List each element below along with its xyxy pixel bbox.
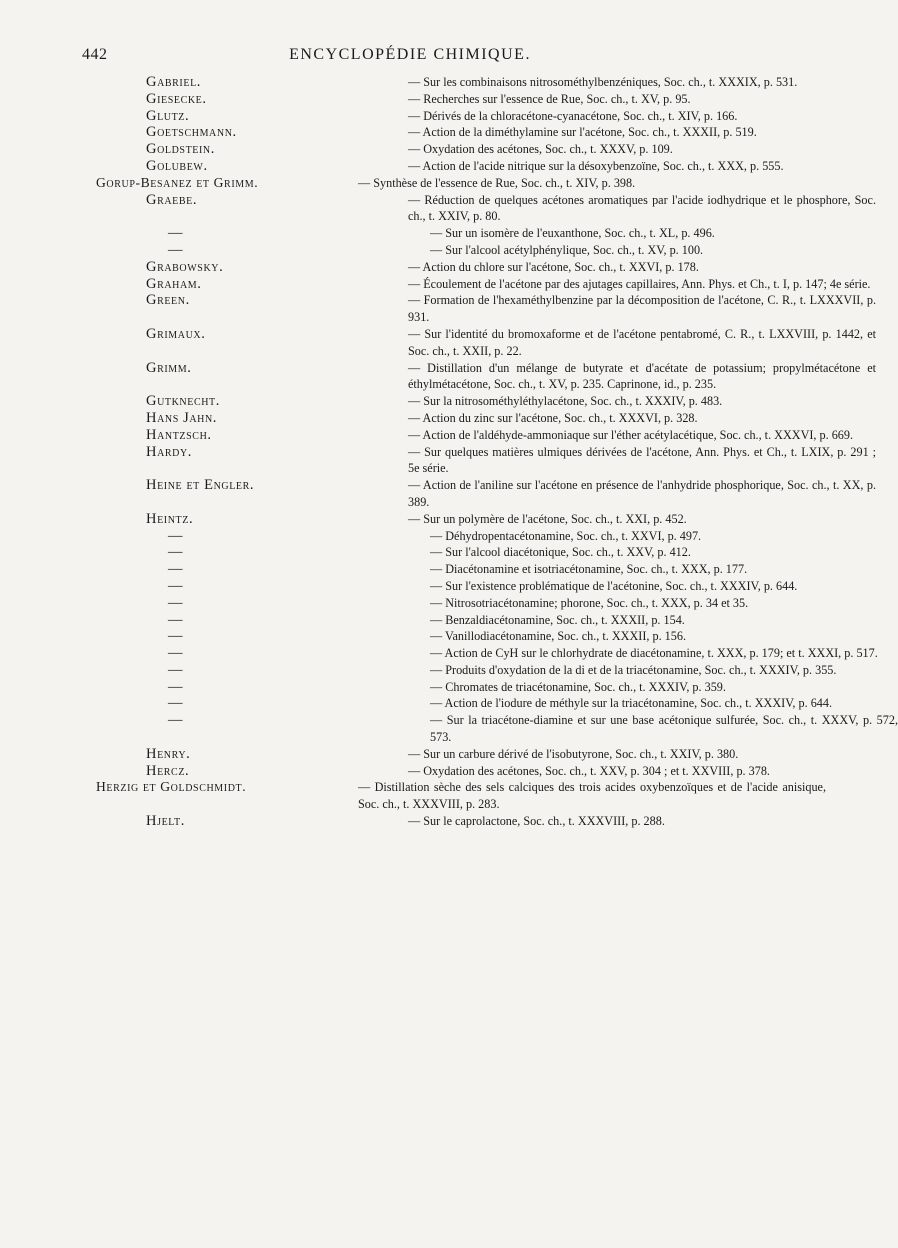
reference-text: — Sur un isomère de l'euxanthone, Soc. ch., t. XL, p. 496. <box>430 226 715 241</box>
author-name: Hercz. <box>146 762 190 779</box>
reference-text: — Déhydropentacétonamine, Soc. ch., t. XXVI, p. 497. <box>430 528 702 543</box>
author-name: Green. <box>146 292 190 309</box>
author-name: — <box>168 544 184 561</box>
running-title: ENCYCLOPÉDIE CHIMIQUE. <box>289 46 531 63</box>
author-name: Hardy. <box>146 443 193 460</box>
reference-text: — Vanillodiacétonamine, Soc. ch., t. XXXII, p. 156. <box>430 629 687 644</box>
author-name: Hjelt. <box>146 813 185 830</box>
author-name: — <box>168 594 184 611</box>
bibliography-entry <box>0 511 800 528</box>
author-name: Gutknecht. <box>146 393 220 410</box>
reference-text: — Synthèse de l'essence de Rue, Soc. ch., t. XIV, p. 398. <box>358 175 636 190</box>
reference-text: — Sur un carbure dérivé de l'isobutyrone, Soc. ch., t. XXIV, p. 380. <box>408 746 739 761</box>
bibliography-entry <box>0 712 898 746</box>
reference-text: — Benzaldiacétonamine, Soc. ch., t. XXXII, p. 154. <box>430 612 685 627</box>
reference-text: — Action de l'aniline sur l'acétone en présence de l'anhydride phosphorique, Soc. ch., t. XX, p. 389. <box>408 478 876 509</box>
reference-text: — Sur les combinaisons nitrosométhylbenzéniques, Soc. ch., t. XXXIX, p. 531. <box>408 75 798 89</box>
bibliography-entry <box>0 141 800 158</box>
bibliography-entry <box>0 74 800 91</box>
reference-text: — Action de l'iodure de méthyle sur la triacétonamine, Soc. ch., t. XXXIV, p. 644. <box>430 696 833 711</box>
reference-text: — Formation de l'hexaméthylbenzine par la décomposition de l'acétone, C. R., t. LXXXVII, p. 931. <box>408 293 876 325</box>
bibliography-entry <box>0 628 800 645</box>
author-name: Goldstein. <box>146 141 215 158</box>
author-name: Henry. <box>146 745 191 762</box>
author-name: Heine et Engler. <box>146 477 255 494</box>
reference-text: — Chromates de triacétonamine, Soc. ch., t. XXXIV, p. 359. <box>430 679 726 694</box>
author-name: Herzig et Goldschmidt. <box>96 779 247 795</box>
bibliography-entry <box>0 595 800 612</box>
bibliography-entry <box>0 410 800 427</box>
author-name: — <box>168 577 184 594</box>
bibliography-entry <box>0 225 800 242</box>
author-name: — <box>168 241 184 258</box>
author-name: Goetschmann. <box>146 124 237 141</box>
reference-text: — Nitrosotriacétonamine; phorone, Soc. ch., t. XXX, p. 34 et 35. <box>430 595 749 610</box>
reference-text: — Oxydation des acétones, Soc. ch., t. XXXV, p. 109. <box>408 142 673 157</box>
reference-text: — Sur l'alcool diacétonique, Soc. ch., t. XXV, p. 412. <box>430 545 691 560</box>
reference-text: — Distillation d'un mélange de butyrate et d'acétate de potassium; propylmétacétone et éthylmétacétone, Soc. ch., t. XV, p. 235. Caprinone, id., p. 235. <box>408 360 876 392</box>
bibliography-entry <box>0 393 800 410</box>
reference-text: — Sur l'alcool acétylphénylique, Soc. ch., t. XV, p. 100. <box>430 242 704 257</box>
bibliography-entry <box>0 528 800 545</box>
reference-text: — Sur le caprolactone, Soc. ch., t. XXXVIII, p. 288. <box>408 814 665 829</box>
bibliography-entry <box>0 661 837 679</box>
author-name: — <box>168 645 184 662</box>
author-name: Golubew. <box>146 157 208 174</box>
page-number: 442 <box>82 46 108 63</box>
author-name: Hans Jahn. <box>146 409 218 426</box>
author-name: — <box>168 661 184 678</box>
bibliography-entry <box>0 695 833 712</box>
bibliography-entry <box>0 292 876 326</box>
bibliography-entry <box>0 426 854 444</box>
author-name: — <box>168 225 184 242</box>
author-name: Graham. <box>146 275 202 292</box>
reference-text: — Sur l'identité du bromoxaforme et de l'acétone pentabromé, C. R., t. LXXVIII, p. 1442, et Soc. ch., t. XXII, p. 22. <box>408 326 876 358</box>
bibliography-entry <box>0 242 800 259</box>
reference-text: — Action de la diméthylamine sur l'acétone, Soc. ch., t. XXXII, p. 519. <box>408 125 757 140</box>
author-name: Gabriel. <box>146 74 202 90</box>
author-name: Grimaux. <box>146 325 206 342</box>
reference-text: — Diacétonamine et isotriacétonamine, Soc. ch., t. XXX, p. 177. <box>430 562 748 577</box>
reference-text: — Action du zinc sur l'acétone, Soc. ch., t. XXXVI, p. 328. <box>408 410 698 425</box>
author-name: — <box>168 561 184 578</box>
reference-text: — Sur l'existence problématique de l'acétonine, Soc. ch., t. XXXIV, p. 644. <box>430 578 798 593</box>
author-name: — <box>168 527 184 544</box>
bibliography-entry <box>0 763 800 780</box>
bibliography-entry <box>0 91 800 108</box>
author-name: Heintz. <box>146 510 194 527</box>
reference-text: — Sur un polymère de l'acétone, Soc. ch., t. XXI, p. 452. <box>408 511 687 526</box>
bibliography-entry <box>0 544 800 561</box>
bibliography-list <box>0 74 898 830</box>
bibliography-entry <box>0 191 876 226</box>
bibliography-entry <box>0 578 800 595</box>
bibliography-entry <box>0 275 871 293</box>
bibliography-entry <box>0 259 800 276</box>
reference-text: — Distillation sèche des sels calciques des trois acides oxybenzoïques et de l'acide anisique, Soc. ch., t. XXXVIII, p. 283. <box>358 780 826 812</box>
reference-text: — Action de CyH sur le chlorhydrate de diacétonamine, t. XXX, p. 179; et t. XXXI, p. 517. <box>430 646 878 661</box>
reference-text: — Produits d'oxydation de la di et de la triacétonamine, Soc. ch., t. XXXIV, p. 355. <box>430 662 837 677</box>
author-name: Gorup-Besanez et Grimm. <box>96 174 259 190</box>
bibliography-entry <box>0 175 800 192</box>
reference-text: — Action du chlore sur l'acétone, Soc. ch., t. XXVI, p. 178. <box>408 259 699 274</box>
bibliography-entry <box>0 561 800 578</box>
bibliography-entry <box>0 443 876 478</box>
bibliography-entry <box>0 158 800 175</box>
bibliography-entry <box>0 612 800 629</box>
author-name: Hantzsch. <box>146 426 212 443</box>
bibliography-entry <box>0 325 876 360</box>
author-name: — <box>168 695 184 712</box>
reference-text: — Réduction de quelques acétones aromatiques par l'acide iodhydrique et le phosphore, Soc. ch., t. XXIV, p. 80. <box>408 192 876 224</box>
bibliography-entry <box>0 108 800 125</box>
author-name: — <box>168 611 184 628</box>
bibliography-entry <box>0 477 876 511</box>
bibliography-entry <box>0 359 876 394</box>
bibliography-entry <box>0 679 800 696</box>
reference-text: — Action de l'aldéhyde-ammoniaque sur l'éther acétylacétique, Soc. ch., t. XXXVI, p. 669. <box>408 427 854 442</box>
reference-text: — Dérivés de la chloracétone-cyanacétone, Soc. ch., t. XIV, p. 166. <box>408 108 738 123</box>
bibliography-entry <box>0 746 800 763</box>
page-header <box>0 46 800 66</box>
bibliography-entry <box>0 813 800 830</box>
reference-text: — Action de l'acide nitrique sur la désoxybenzoïne, Soc. ch., t. XXX, p. 555. <box>408 158 784 173</box>
reference-text: — Écoulement de l'acétone par des ajutages capillaires, Ann. Phys. et Ch., t. I, p. 147; 4e série. <box>408 276 871 291</box>
reference-text: — Sur la nitrosométhyléthylacétone, Soc. ch., t. XXXIV, p. 483. <box>408 394 723 409</box>
bibliography-entry <box>0 645 878 662</box>
reference-text: — Sur quelques matières ulmiques dérivées de l'acétone, Ann. Phys. et Ch., t. LXIX, p. 291 ; 5e série. <box>408 444 876 476</box>
reference-text: — Recherches sur l'essence de Rue, Soc. ch., t. XV, p. 95. <box>408 91 691 106</box>
bibliography-entry <box>0 124 800 141</box>
reference-text: — Sur la triacétone-diamine et sur une base acétonique sulfurée, Soc. ch., t. XXXV, p. 572, 573. <box>430 713 898 745</box>
author-name: Graebe. <box>146 191 198 208</box>
author-name: — <box>168 678 184 695</box>
author-name: Grabowsky. <box>146 258 224 275</box>
reference-text: — Oxydation des acétones, Soc. ch., t. XXV, p. 304 ; et t. XXVIII, p. 378. <box>408 763 770 778</box>
author-name: Giesecke. <box>146 90 207 107</box>
bibliography-entry <box>0 779 826 813</box>
author-name: — <box>168 712 184 729</box>
author-name: Glutz. <box>146 107 190 124</box>
author-name: Grimm. <box>146 359 192 376</box>
author-name: — <box>168 628 184 645</box>
